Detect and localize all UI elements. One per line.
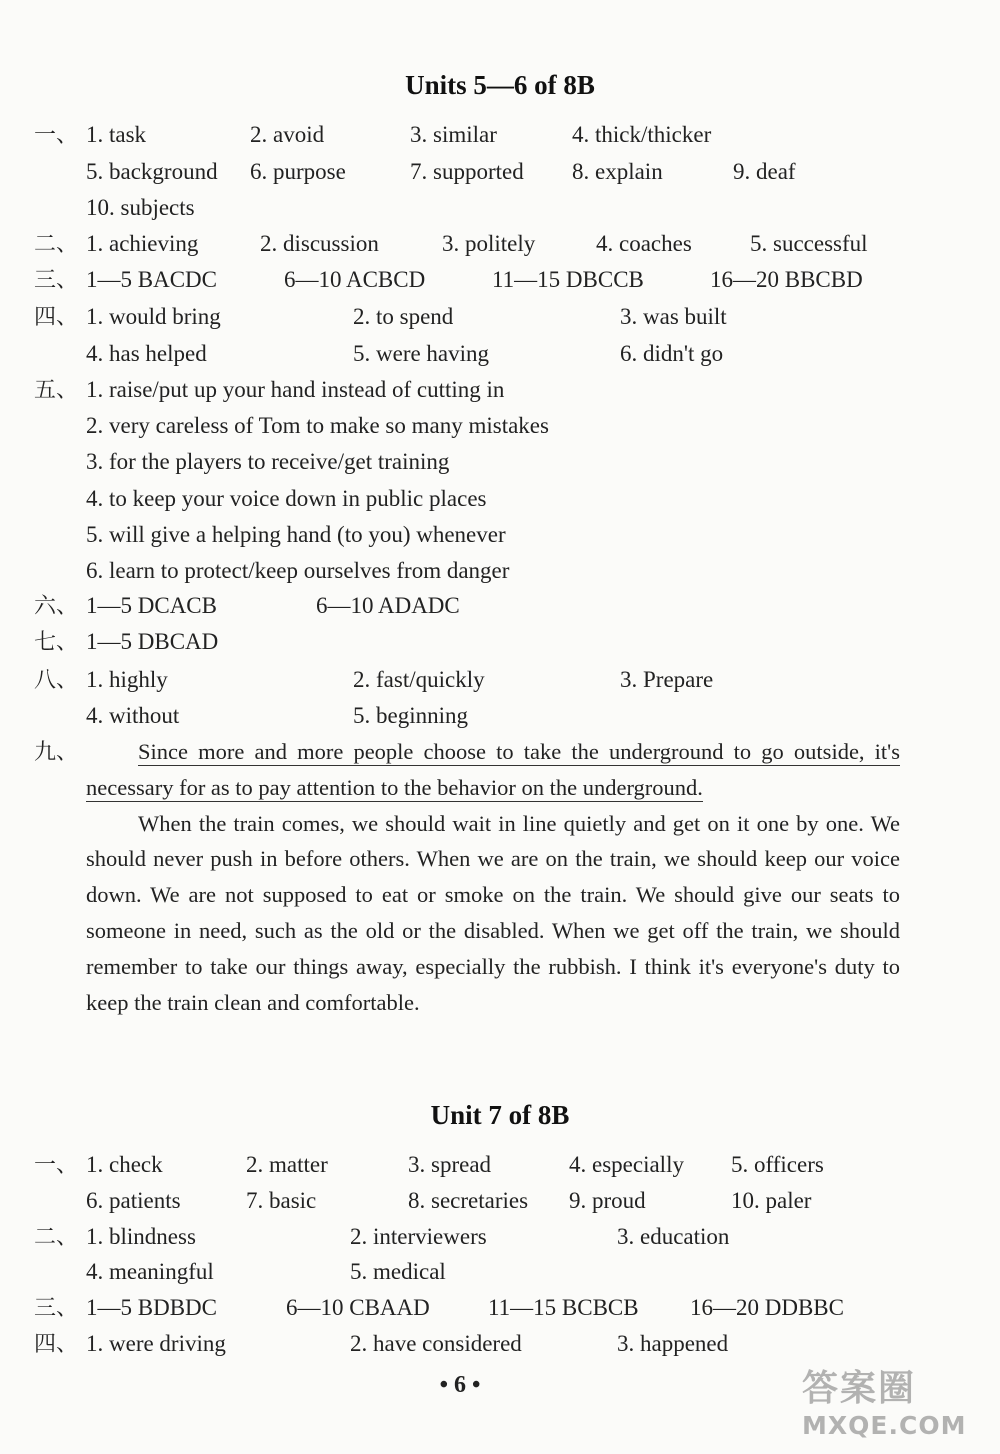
answer-item: 6. patients bbox=[86, 1188, 181, 1213]
answer-item: 6—10 ACBCD bbox=[284, 267, 426, 292]
essay-answer bbox=[86, 734, 900, 1020]
answer-item: 2. have considered bbox=[350, 1331, 522, 1356]
answer-sentence: 5. will give a helping hand (to you) whenever bbox=[86, 522, 506, 547]
answer-item: 9. deaf bbox=[733, 159, 796, 184]
watermark-cn: 答案圈 bbox=[802, 1368, 917, 1409]
answer-item: 1—5 BDBDC bbox=[86, 1295, 217, 1320]
answer-item: 4. without bbox=[86, 703, 180, 728]
answer-item: 6—10 CBAAD bbox=[286, 1295, 430, 1320]
u56-s4-row1 bbox=[0, 302, 1000, 332]
answer-item: 11—15 DBCCB bbox=[492, 267, 644, 292]
answer-item: 7. basic bbox=[246, 1188, 317, 1213]
answer-sentence: 1. raise/put up your hand instead of cutting in bbox=[86, 377, 505, 402]
u56-s2-row bbox=[0, 229, 1000, 259]
u7-s4-row bbox=[0, 1329, 1000, 1359]
answer-item: 16—20 BBCBD bbox=[710, 267, 863, 292]
u56-s8-row2 bbox=[0, 701, 1000, 731]
u56-s5-row4 bbox=[0, 484, 1000, 514]
answer-sentence: 6. learn to protect/keep ourselves from danger bbox=[86, 558, 510, 583]
answer-item: 3. education bbox=[617, 1224, 730, 1249]
u56-s9-label-row bbox=[0, 737, 86, 767]
section-label-5: 五、 bbox=[34, 377, 79, 402]
u56-s3-row bbox=[0, 265, 1000, 295]
section-label-8: 八、 bbox=[34, 667, 79, 692]
answer-item: 2. to spend bbox=[353, 304, 454, 329]
answer-item: 8. explain bbox=[572, 159, 663, 184]
section-label-3: 三、 bbox=[34, 1295, 79, 1320]
section-label-7: 七、 bbox=[34, 629, 79, 654]
u56-s6-row bbox=[0, 591, 1000, 621]
answer-item: 3. similar bbox=[410, 122, 497, 147]
u7-s2-row2 bbox=[0, 1257, 1000, 1287]
answer-item: 5. beginning bbox=[353, 703, 468, 728]
answer-item: 8. secretaries bbox=[408, 1188, 529, 1213]
answer-sentence: 2. very careless of Tom to make so many mistakes bbox=[86, 413, 549, 438]
watermark-en: MXQE.COM bbox=[802, 1411, 967, 1440]
u56-s5-row2 bbox=[0, 411, 1000, 441]
answer-item: 3. Prepare bbox=[620, 667, 714, 692]
answer-item: 2. avoid bbox=[250, 122, 325, 147]
answer-item: 6. didn't go bbox=[620, 341, 724, 366]
answer-item: 5. were having bbox=[353, 341, 490, 366]
answer-item: 1. blindness bbox=[86, 1224, 196, 1249]
answer-item: 1. were driving bbox=[86, 1331, 226, 1356]
section-label-1: 一、 bbox=[34, 122, 79, 147]
answer-item: 4. especially bbox=[569, 1152, 684, 1177]
u56-s4-row2 bbox=[0, 339, 1000, 369]
answer-item: 6—10 ADADC bbox=[316, 593, 460, 618]
u56-s1-row3 bbox=[0, 193, 1000, 223]
section-label-4: 四、 bbox=[34, 304, 79, 329]
answer-item: 5. background bbox=[86, 159, 218, 184]
essay-body: When the train comes, we should wait in line quietly and get on it one by one. We should never push in before others. When we are on the train, we should keep our voice down. We are not supposed to eat or smoke on the train. We should give our seats to someone in need, such as the old or the disabled. When we get off the train, we should remember to take our things away, especially the rubbish. I think it's everyone's duty to keep the train clean and comfortable. bbox=[86, 810, 900, 1015]
answer-item: 10. subjects bbox=[86, 195, 195, 220]
u56-s1-row1 bbox=[0, 120, 1000, 150]
answer-item: 2. discussion bbox=[260, 231, 379, 256]
watermark-logo bbox=[802, 1360, 992, 1448]
answer-item: 5. successful bbox=[750, 231, 868, 256]
answer-item: 4. thick/thicker bbox=[572, 122, 712, 147]
section-label-2: 二、 bbox=[34, 1224, 79, 1249]
answer-item: 1. highly bbox=[86, 667, 168, 692]
answer-item: 1—5 DBCAD bbox=[86, 629, 219, 654]
section-label-2: 二、 bbox=[34, 231, 79, 256]
u56-s7-row bbox=[0, 627, 1000, 657]
answer-item: 1—5 DCACB bbox=[86, 593, 217, 618]
answer-item: 5. officers bbox=[731, 1152, 824, 1177]
answer-item: 2. interviewers bbox=[350, 1224, 487, 1249]
section-label-9: 九、 bbox=[34, 739, 79, 764]
section-label-1: 一、 bbox=[34, 1152, 79, 1177]
answer-sentence: 4. to keep your voice down in public places bbox=[86, 486, 487, 511]
answer-item: 4. coaches bbox=[596, 231, 692, 256]
page-number: • 6 • bbox=[439, 1372, 481, 1398]
section-label-3: 三、 bbox=[34, 267, 79, 292]
answer-item: 1. would bring bbox=[86, 304, 221, 329]
answer-sentence: 3. for the players to receive/get training bbox=[86, 449, 450, 474]
answer-item: 1—5 BACDC bbox=[86, 267, 217, 292]
answer-item: 6. purpose bbox=[250, 159, 346, 184]
essay-intro-underlined: Since more and more people choose to take the underground to go outside, it's necessary for as to pay attention to the behavior on the underground. bbox=[86, 739, 900, 800]
section-label-6: 六、 bbox=[34, 593, 79, 618]
answer-item: 10. paler bbox=[731, 1188, 812, 1213]
answer-item: 7. supported bbox=[410, 159, 524, 184]
answer-item: 4. meaningful bbox=[86, 1259, 214, 1284]
essay-intro bbox=[86, 734, 900, 806]
section-title-unit-7: Unit 7 of 8B bbox=[430, 1100, 570, 1130]
u7-s1-row2 bbox=[0, 1186, 1000, 1216]
u56-s5-row3 bbox=[0, 447, 1000, 477]
u56-s8-row1 bbox=[0, 665, 1000, 695]
u56-s5-row5 bbox=[0, 520, 1000, 550]
u7-s2-row1 bbox=[0, 1222, 1000, 1252]
answer-item: 1. check bbox=[86, 1152, 163, 1177]
answer-item: 16—20 DDBBC bbox=[690, 1295, 844, 1320]
answer-item: 5. medical bbox=[350, 1259, 446, 1284]
u56-s5-row1 bbox=[0, 375, 1000, 405]
answer-item: 3. spread bbox=[408, 1152, 492, 1177]
u56-s1-row2 bbox=[0, 157, 1000, 187]
answer-item: 3. politely bbox=[442, 231, 536, 256]
answer-item: 4. has helped bbox=[86, 341, 207, 366]
section-label-4: 四、 bbox=[34, 1331, 79, 1356]
answer-item: 1. task bbox=[86, 122, 147, 147]
u7-s3-row bbox=[0, 1293, 1000, 1323]
answer-item: 11—15 BCBCB bbox=[488, 1295, 639, 1320]
answer-item: 2. matter bbox=[246, 1152, 328, 1177]
answer-item: 2. fast/quickly bbox=[353, 667, 485, 692]
u56-s5-row6 bbox=[0, 556, 1000, 586]
answer-item: 3. happened bbox=[617, 1331, 729, 1356]
u7-s1-row1 bbox=[0, 1150, 1000, 1180]
answer-item: 3. was built bbox=[620, 304, 727, 329]
answer-item: 1. achieving bbox=[86, 231, 199, 256]
section-title-units-5-6: Units 5—6 of 8B bbox=[405, 70, 595, 100]
answer-item: 9. proud bbox=[569, 1188, 646, 1213]
